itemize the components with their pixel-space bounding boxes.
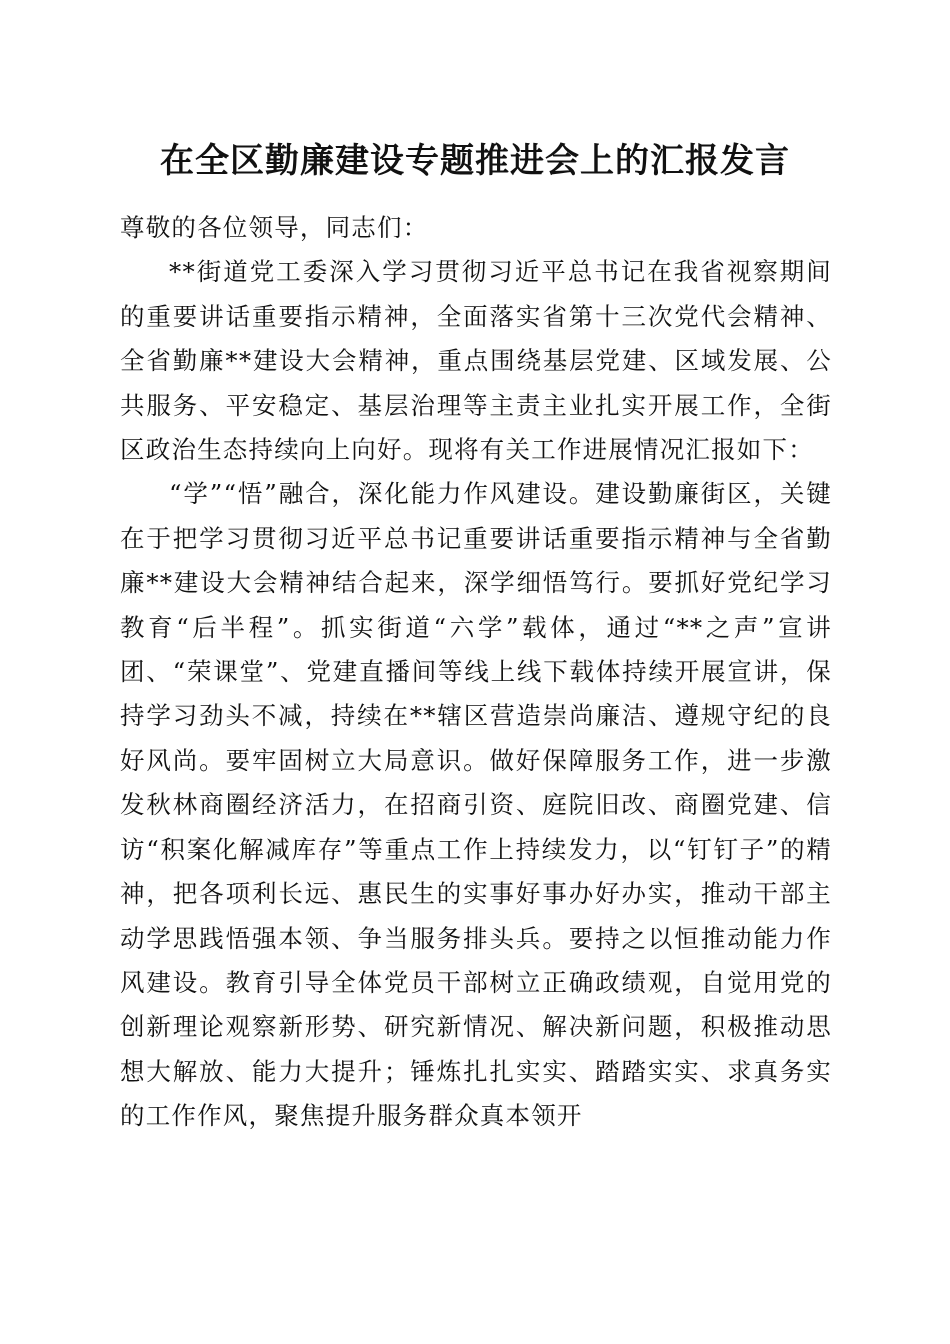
paragraph-learning: “学”“悟”融合，深化能力作风建设。建设勤廉街区，关键在于把学习贯彻习近平总书记重要讲话重要指示精神与全省勤廉**建设大会精神结合起来，深学细悟笃行。要抓好党纪学习教育“后半程”。抓实街道“六学”载体，通过“**之声”宣讲团、“荣课堂”、党建直播间等线上线下载体持续开展宣讲，保持学习劲头不减，持续在**辖区营造崇尚廉洁、遵规守纪的良好风尚。要牢固树立大局意识。做好保障服务工作，进一步激发秋林商圈经济活力，在招商引资、庭院旧改、商圈党建、信访“积案化解减库存”等重点工作上持续发力，以“钉钉子”的精神，把各项利长远、惠民生的实事好事办好办实，推动干部主动学思践悟强本领、争当服务排头兵。要持之以恒推动能力作风建设。教育引导全体党员干部树立正确政绩观，自觉用党的创新理论观察新形势、研究新情况、解决新问题，积极推动思想大解放、能力大提升；锤炼扎扎实实、踏踏实实、求真务实的工作作风，聚焦提升服务群众真本领开 [120,479,832,1131]
paragraph-intro: **街道党工委深入学习贯彻习近平总书记在我省视察期间的重要讲话重要指示精神，全面落实省第十三次党代会精神、全省勤廉**建设大会精神，重点围绕基层党建、区域发展、公共服务、平安稳定、基层治理等主责主业扎实开展工作，全街区政治生态持续向上向好。现将有关工作进展情况汇报如下： [120,257,832,465]
document-body [120,206,832,1139]
document-title: 在全区勤廉建设专题推进会上的汇报发言 [160,141,790,181]
salutation: 尊敬的各位领导，同志们： [120,213,429,242]
